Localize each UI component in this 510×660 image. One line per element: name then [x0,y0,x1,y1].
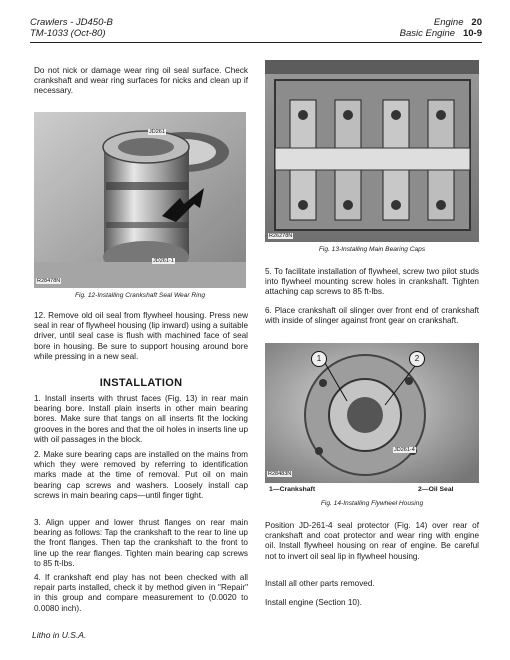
figure-14-legend-oil-seal: 2—Oil Seal [418,486,454,493]
install-engine-paragraph: Install engine (Section 10). [265,598,362,607]
figure-14-photo-code: R28483N [268,471,292,477]
step-3-paragraph: 3. Align upper and lower thrust flanges on rear main bearing as follows: Tap the crankshaft to the rear to line up the front flanges. Then tap the crankshaft to the front to line up the rear flanges. Tighten main bearing cap screws to 85 ft-lbs. [34,518,248,568]
install-parts-paragraph: Install all other parts removed. [265,579,375,588]
footer-litho: Litho in U.S.A. [32,630,87,640]
header-rule [30,42,482,43]
installation-heading: INSTALLATION [99,377,183,389]
header-page-number: 10-9 [462,28,482,39]
position-seal-protector-paragraph: Position JD-261-4 seal protector (Fig. 14) over rear of crankshaft and coat protector and wear ring with engine oil. Install flywheel housing on rear of engine. Be careful not to invert oil seal lip in flywheel housing. [265,521,479,561]
figure-13-photo [265,60,479,242]
figure-12-tool-code-top: JD261 [149,129,165,135]
figure-12-illustration [34,112,246,288]
figure-14-callout-1: 1 [311,351,327,367]
step-12-paragraph: 12. Remove old oil seal from flywheel housing. Press new seal in rear of flywheel housing (lip inward) using a suitable driver, until seal case is flush with machined face of seal bore in housing. Be sure to support housing around bore while pressing in a new seal. [34,311,248,361]
step-5-paragraph: 5. To facilitate installation of flywheel, screw two pilot studs into flywheel mounting screw holes in crankshaft. Tighten attaching cap screws to 85 ft-lbs. [265,267,479,297]
header-subsection [322,28,482,39]
header-manual-number: TM-1033 (Oct-80) [30,28,106,39]
header-subsection-label: Basic Engine [399,28,456,39]
step-1-paragraph: 1. Install inserts with thrust faces (Fig. 13) in rear main bearing bore. Install plain inserts in other main bearing bores. Make sure that tangs on all inserts fit the locking grooves in the bores and that the oil holes in inserts line up with oil passages in the block. [34,394,248,444]
figure-14-photo [265,343,479,483]
figure-12-tool-code-bottom: JD261-1 [153,258,174,264]
figure-14-legend-crankshaft: 1—Crankshaft [269,486,316,493]
header-section-number: 20 [471,17,482,28]
figure-12-photo-code: R28478N [37,278,61,284]
step-4-paragraph: 4. If crankshaft end play has not been checked with all repair parts installed, check it by method given in "Repair" in this group and compare measurement to (0.0020 to 0.0080 inch). [34,573,248,613]
figure-12-caption: Fig. 12-Installing Crankshaft Seal Wear Ring [75,292,205,299]
figure-13-caption: Fig. 13-Installing Main Bearing Caps [318,246,426,253]
figure-12-photo [34,112,246,288]
header-section-label: Engine [433,17,464,28]
figure-14-callout-leaders [265,343,479,483]
header-left [30,17,113,39]
figure-14-caption: Fig. 14-Installing Flywheel Housing [320,500,424,507]
figure-14-callout-2: 2 [409,351,425,367]
figure-13-illustration [265,60,479,242]
step-2-paragraph: 2. Make sure bearing caps are installed on the mains from which they were removed by referring to identification marks made at the time of removal. Put oil on main bearing cap screws and washers. Loosely install cap screws in main bearing caps—until finger tight. [34,450,248,500]
figure-13-photo-code: R26278N [269,233,293,239]
step-6-paragraph: 6. Place crankshaft oil slinger over front end of crankshaft with inside of slinger against front gear on crankshaft. [265,306,479,326]
figure-14-tool-code: JD261-4 [394,447,415,453]
intro-paragraph: Do not nick or damage wear ring oil seal surface. Check crankshaft and wear ring surfaces for nicks and clean up if necessary. [34,66,248,96]
header-right [322,17,482,39]
header-section [322,17,482,28]
header-publication: Crawlers - JD450-B [30,17,113,28]
